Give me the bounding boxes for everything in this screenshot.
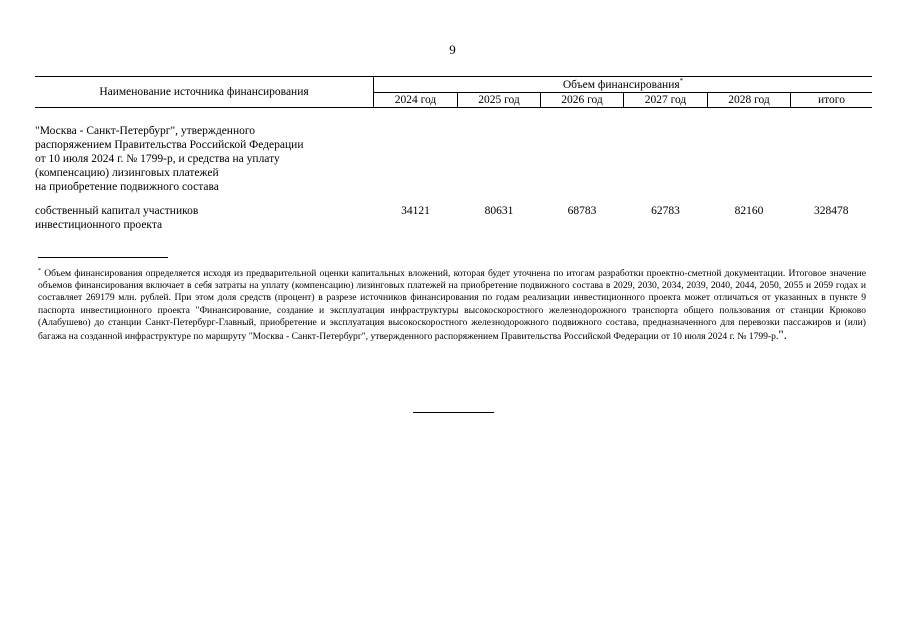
- row-label-line: (компенсацию) лизинговых платежей: [35, 167, 219, 179]
- table-row: [35, 124, 872, 194]
- row-label-line: от 10 июля 2024 г. № 1799-р, и средства на уплату: [35, 153, 280, 165]
- page-number: 9: [449, 42, 456, 57]
- year-column-2027: 2027 год: [624, 93, 708, 108]
- year-column-2028: 2028 год: [708, 93, 791, 108]
- footnote-marker: *: [38, 267, 41, 274]
- value-cell: [624, 124, 708, 194]
- row-label-line: инвестиционного проекта: [35, 219, 163, 231]
- year-column-2025: 2025 год: [458, 93, 541, 108]
- row-label-line: на приобретение подвижного состава: [35, 181, 219, 193]
- row-label-line: распоряжением Правительства Российской Федерации: [35, 139, 304, 151]
- row-label: [35, 204, 374, 232]
- value-cell-2026: 68783: [567, 205, 597, 217]
- volume-footnote-marker: *: [679, 76, 684, 85]
- value-cell: [458, 124, 541, 194]
- year-column-2026: 2026 год: [541, 93, 624, 108]
- year-column-2024: 2024 год: [374, 93, 458, 108]
- value-cell-2024: 34121: [401, 205, 430, 217]
- volume-label: Объем финансирования: [562, 78, 680, 91]
- total-cell: [791, 124, 873, 194]
- value-cell-2027: 62783: [651, 205, 680, 217]
- value-cell-2028: 82160: [734, 205, 764, 217]
- row-label-line: собственный капитал участников: [35, 205, 199, 217]
- source-column-header: Наименование источника финансирования: [35, 77, 374, 108]
- value-cell-2025: 80631: [484, 205, 514, 217]
- footnote-closing: ".: [778, 327, 787, 343]
- value-cell: [374, 124, 458, 194]
- financing-table: [35, 76, 872, 232]
- total-cell: 328478: [814, 205, 849, 217]
- value-cell: [708, 124, 791, 194]
- footnote-separator: [38, 257, 168, 258]
- total-column: итого: [791, 93, 873, 108]
- table-row: [35, 204, 872, 232]
- end-of-document-rule: [413, 412, 494, 413]
- value-cell: [541, 124, 624, 194]
- footnote-text: Объем финансирования определяется исходя из предварительной оценки капитальных вложений, которая будет уточнена по итогам разработки проектно-сметной документации. Итоговое значение объемов финансирования включает в себя затраты на уплату (компенсацию) лизинговых платежей на приобретение подвижного состава в 2029, 2030, 2034, 2039, 2040, 2044, 2050, 2055 и 2059 годах и составляет 269179 млн. рублей. При этом доля средств (процент) в разрезе источников финансирования по годам реализации инвестиционного проекта может отличаться от указанных в пункте 9 паспорта инвестиционного проекта "Финансирование, создание и эксплуатация инфраструктуры высокоскоростного железнодорожного транспорта общего пользования от станции Крюково (Алабушево) до станции Санкт-Петербург-Главный, приобретение и эксплуатация высокоскоростного железнодорожного подвижного состава, предназначенного для перевозки пассажиров и (или) багажа на созданной инфраструктуре по маршруту "Москва - Санкт-Петербург", утвержденного распоряжением Правительства Российской Федерации от 10 июля 2024 г. № 1799-р.: [38, 268, 866, 343]
- row-label: [35, 124, 374, 194]
- row-label-line: "Москва - Санкт-Петербург", утвержденного: [35, 125, 256, 137]
- volume-column-header: [374, 77, 873, 93]
- footnote: [38, 268, 866, 343]
